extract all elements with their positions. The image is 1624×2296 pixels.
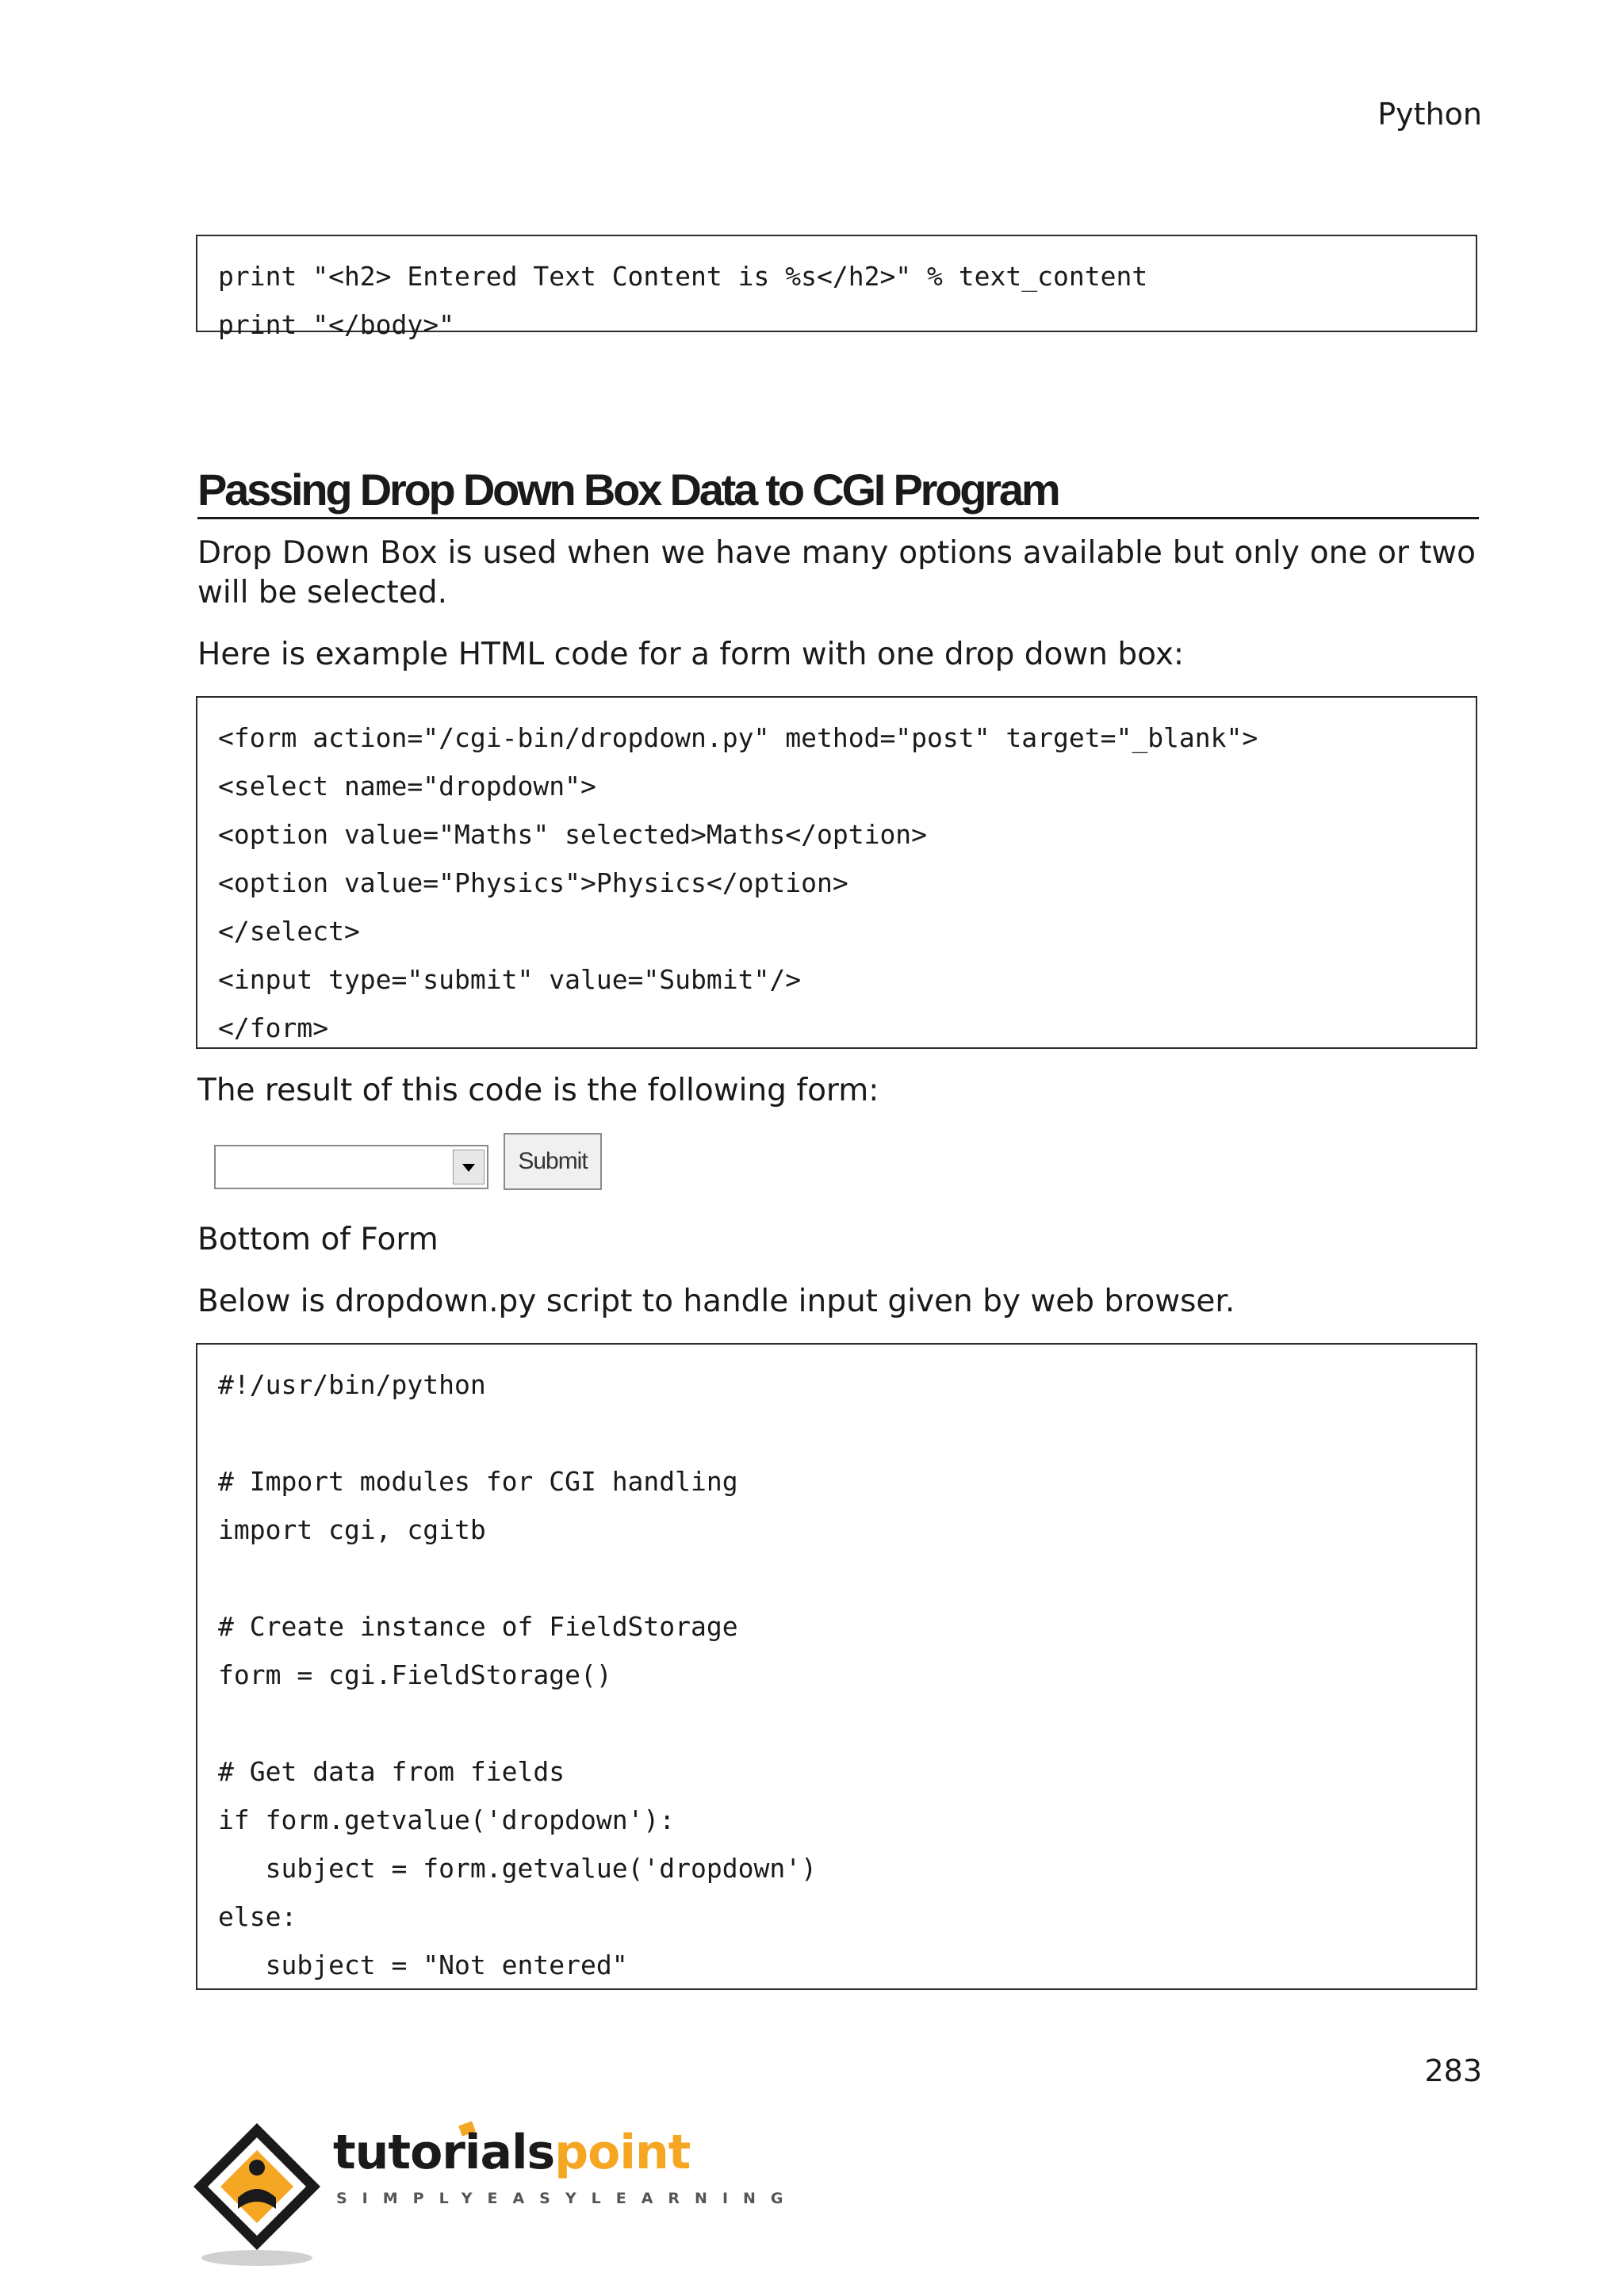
submit-button[interactable]: Submit [504, 1133, 602, 1190]
code-line: <option value="Maths" selected>Maths</option> [218, 819, 928, 850]
tutorialspoint-logo [193, 2118, 799, 2277]
code-line: </form> [218, 1012, 329, 1043]
logo-wordmark [333, 2125, 690, 2180]
code-line: <form action="/cgi-bin/dropdown.py" method="post" target="_blank"> [218, 722, 1258, 753]
page-number: 283 [1424, 2053, 1482, 2088]
intro-paragraph: Drop Down Box is used when we have many options available but only one or two will be selected. [197, 535, 1476, 610]
code-line: import cgi, cgitb [218, 1514, 486, 1545]
code-block-html-form [196, 696, 1477, 1049]
section-heading: Passing Drop Down Box Data to CGI Program [197, 465, 1479, 519]
code-line: else: [218, 1901, 297, 1932]
logo-tagline: SIMPLYEASYLEARNING [336, 2190, 799, 2207]
code-line: subject = form.getvalue('dropdown') [218, 1853, 817, 1884]
code-line: subject = "Not entered" [218, 1950, 628, 1980]
script-intro-paragraph: Below is dropdown.py script to handle input given by web browser. [197, 1284, 1235, 1319]
code-line: </select> [218, 916, 360, 947]
logo-word-tutorials: tutorials [333, 2125, 555, 2180]
example-intro-paragraph: Here is example HTML code for a form with one drop down box: [197, 637, 1185, 672]
code-block-print-statements [196, 235, 1477, 340]
code-line [218, 1409, 1455, 1457]
code-line: # Get data from fields [218, 1756, 565, 1787]
code-line: <input type="submit" value="Submit"/> [218, 964, 802, 995]
code-line [218, 1699, 1455, 1747]
bottom-of-form-text: Bottom of Form [197, 1222, 439, 1257]
running-header: Python [1377, 97, 1482, 132]
code-line: print "<h2> Entered Text Content is %s</h2>" % text_content [218, 261, 1148, 292]
code-line: # Import modules for CGI handling [218, 1466, 738, 1497]
dropdown-select[interactable] [214, 1145, 488, 1189]
result-intro-paragraph: The result of this code is the following form: [197, 1073, 879, 1108]
logo-diamond-icon [193, 2118, 336, 2277]
code-block-python-script [196, 1343, 1477, 1990]
code-line: <option value="Physics">Physics</option> [218, 867, 848, 898]
code-line: print "</body>" [218, 309, 455, 340]
chevron-down-icon[interactable] [453, 1150, 485, 1184]
code-line: <select name="dropdown"> [218, 771, 596, 802]
code-line [218, 1554, 1455, 1602]
code-line: # Create instance of FieldStorage [218, 1611, 738, 1642]
code-line: form = cgi.FieldStorage() [218, 1659, 612, 1690]
code-line: #!/usr/bin/python [218, 1369, 486, 1400]
code-line: if form.getvalue('dropdown'): [218, 1804, 676, 1835]
logo-word-point: point [554, 2125, 691, 2180]
